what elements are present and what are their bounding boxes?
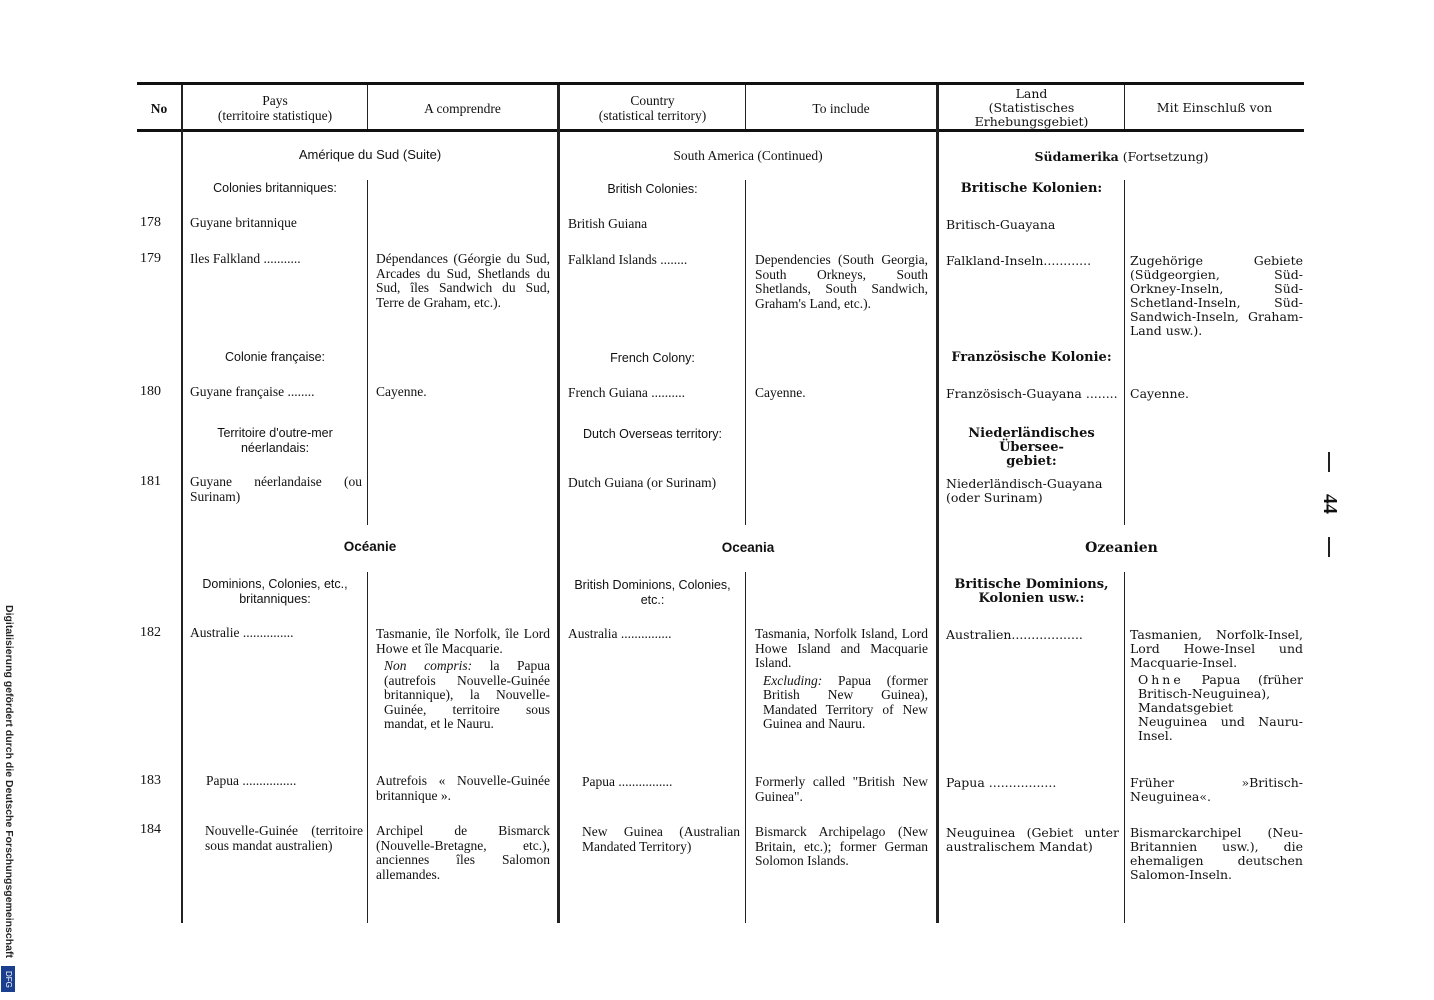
comprendre-cell: Dépendances (Géorgie du Sud, Arcades du Sud, Shetlands du Sud, îles Sandwich du Sud, Terre de Graham, etc.).: [376, 251, 550, 310]
mit-excluded: [1130, 673, 1303, 743]
row-number: 178: [140, 215, 161, 230]
section-fr-dominions: Dominions, Colonies, etc., britanniques:: [202, 577, 348, 606]
section-en-oceania: Oceania: [721, 540, 775, 555]
col-line-comprendre: [367, 180, 368, 525]
country-cell: New Guinea (Australian Mandated Territory): [582, 824, 740, 854]
section-de-suedamerika: [939, 150, 1304, 164]
comprendre-cell: Autrefois « Nouvelle-Guinée britannique ».: [376, 773, 550, 803]
top-rule: [137, 82, 1304, 85]
comprendre-cell: Cayenne.: [376, 384, 427, 399]
land-cell: Australien..................: [946, 627, 1083, 642]
country-cell: Papua ................: [582, 774, 673, 789]
comprendre-cell: [376, 627, 550, 732]
include-excluded-text: Papua (former British New Guinea), Mandated Territory of New Guinea and Nauru.: [763, 672, 929, 731]
include-cell: [755, 627, 928, 732]
pays-cell: Guyane britannique: [190, 215, 297, 230]
mit-cell: Bismarckarchipel (Neu-Britannien usw.), die ehemaligen deutschen Salomon-Inseln.: [1130, 825, 1303, 882]
comprendre-included: Tasmanie, île Norfolk, île Lord Howe et île Macquarie.: [376, 626, 550, 656]
section-en-french-colony: French Colony:: [610, 351, 695, 365]
section-en-british-dominions: British Dominions, Colonies, etc.:: [574, 578, 731, 607]
section-de-britische-kolonien: Britische Kolonien:: [960, 181, 1103, 196]
header-pays: Pays (territoire statistique): [217, 93, 333, 123]
section-de-niederlaendisches-gebiet: Niederländisches Übersee- gebiet:: [968, 426, 1095, 469]
pays-cell: Guyane française ........: [190, 384, 315, 399]
mit-cell: [1130, 628, 1303, 743]
row-number: 179: [140, 251, 161, 266]
section-de-suedamerika-bold: Südamerika: [1034, 149, 1119, 164]
section-en-dutch-overseas: Dutch Overseas territory:: [583, 427, 722, 441]
col-divider-no: [181, 85, 183, 923]
col-line-mit: [1124, 180, 1125, 525]
header-no: No: [150, 100, 168, 116]
header-mit: Mit Einschluß von: [1156, 100, 1273, 115]
header-bottom-rule: [137, 129, 1304, 132]
section-de-ozeanien: Ozeanien: [1085, 540, 1158, 556]
section-fr-amerique: Amérique du Sud (Suite): [298, 147, 442, 162]
include-included: Tasmania, Norfolk Island, Lord Howe Island and Macquarie Island.: [755, 626, 928, 670]
include-cell: Dependencies (South Georgia, South Orkneys, South Shetlands, South Sandwich, Graham's Land, etc.).: [755, 252, 928, 311]
pays-cell: Australie ...............: [190, 625, 294, 640]
mit-cell: Zugehörige Gebiete (Südgeorgien, Süd-Orkney-Inseln, Süd-Schetland-Inseln, Süd-Sandwich-Inseln, Graham-Land usw.).: [1130, 253, 1303, 338]
col-line-mit-2: [1124, 572, 1125, 923]
pays-cell: Papua ................: [206, 773, 297, 788]
row-number: 184: [140, 822, 161, 837]
page-number-rule-bottom: [1328, 537, 1330, 557]
section-fr-oceanie: Océanie: [343, 539, 397, 554]
comprendre-excluded-label: Non compris:: [384, 658, 473, 673]
row-number: 180: [140, 384, 161, 399]
digitization-note: Digitalisierung gefördert durch die Deutsche Forschungsgemeinschaft: [3, 605, 15, 958]
pays-cell: Iles Falkland ...........: [190, 251, 301, 266]
mit-cell: Früher »Britisch-Neuguinea«.: [1130, 775, 1303, 804]
col-line-comprendre-2: [367, 572, 368, 923]
pays-cell: Guyane néerlandaise (ou Surinam): [190, 474, 362, 504]
include-cell: Cayenne.: [755, 385, 806, 400]
land-cell: Falkland-Inseln............: [946, 253, 1092, 268]
comprendre-excluded-text: la Papua (autrefois Nouvelle-Guinée britannique), la Nouvelle-Guinée, territoire sous mandat, et le Nauru.: [384, 658, 551, 731]
land-cell: Papua .................: [946, 775, 1057, 790]
country-cell: French Guiana ..........: [568, 385, 685, 400]
mit-included: Tasmanien, Norfolk-Insel, Lord Howe-Insel und Macquarie-Insel.: [1130, 627, 1303, 670]
header-to-include: To include: [812, 100, 870, 116]
page-number: 44: [1319, 494, 1341, 514]
section-de-suedamerika-rest: (Fortsetzung): [1122, 149, 1209, 164]
comprendre-cell: Archipel de Bismarck (Nouvelle-Bretagne, etc.), anciennes îles Salomon allemandes.: [376, 823, 550, 882]
land-cell: Französisch-Guayana ........: [946, 386, 1118, 401]
header-country: Country (statistical territory): [598, 93, 707, 123]
dfg-logo: DFG: [1, 966, 15, 992]
col-divider-fr-en: [557, 85, 560, 923]
mit-excluded-label: Ohne: [1138, 672, 1184, 687]
page-number-rule-top: [1328, 452, 1330, 472]
header-a-comprendre: A comprendre: [424, 100, 501, 116]
land-cell: Niederländisch-Guayana (oder Surinam): [946, 476, 1103, 505]
col-line-include-2: [745, 572, 746, 923]
row-number: 183: [140, 773, 161, 788]
include-cell: Bismarck Archipelago (New Britain, etc.); former German Solomon Islands.: [755, 824, 928, 868]
include-cell: Formerly called "British New Guinea".: [755, 774, 928, 804]
include-excluded: [755, 674, 928, 732]
section-fr-colonies-britanniques: Colonies britanniques:: [213, 181, 337, 195]
country-cell: Falkland Islands ........: [568, 252, 688, 267]
mit-cell: Cayenne.: [1130, 386, 1189, 401]
header-land: Land (Statistisches Erhebungsgebiet): [974, 86, 1089, 129]
section-de-britische-dominions: Britische Dominions, Kolonien usw.:: [954, 577, 1109, 606]
row-number: 182: [140, 625, 161, 640]
mit-excluded-text: Papua (früher Britisch-Neuguinea), Mandatsgebiet Neuguinea und Nauru-Insel.: [1138, 672, 1303, 743]
section-fr-territoire-neerlandais: Territoire d'outre-mer néerlandais:: [217, 426, 333, 455]
include-excluded-label: Excluding:: [763, 672, 823, 688]
col-line-include: [745, 180, 746, 525]
comprendre-excluded: [376, 659, 550, 732]
country-cell: Dutch Guiana (or Surinam): [568, 475, 717, 490]
pays-cell: Nouvelle-Guinée (territoire sous mandat australien): [205, 823, 363, 853]
country-cell: British Guiana: [568, 216, 648, 231]
row-number: 181: [140, 474, 161, 489]
section-de-franzoesische-kolonie: Französische Kolonie:: [951, 350, 1112, 365]
section-en-south-america: South America (Continued): [673, 148, 823, 163]
col-divider-en-de: [936, 85, 939, 923]
section-fr-colonie-francaise: Colonie française:: [224, 350, 326, 364]
section-en-british-colonies: British Colonies:: [607, 182, 698, 196]
land-cell: Neuguinea (Gebiet unter australischem Mandat): [946, 825, 1119, 854]
country-cell: Australia ...............: [568, 626, 672, 641]
land-cell: Britisch-Guayana: [946, 217, 1056, 232]
